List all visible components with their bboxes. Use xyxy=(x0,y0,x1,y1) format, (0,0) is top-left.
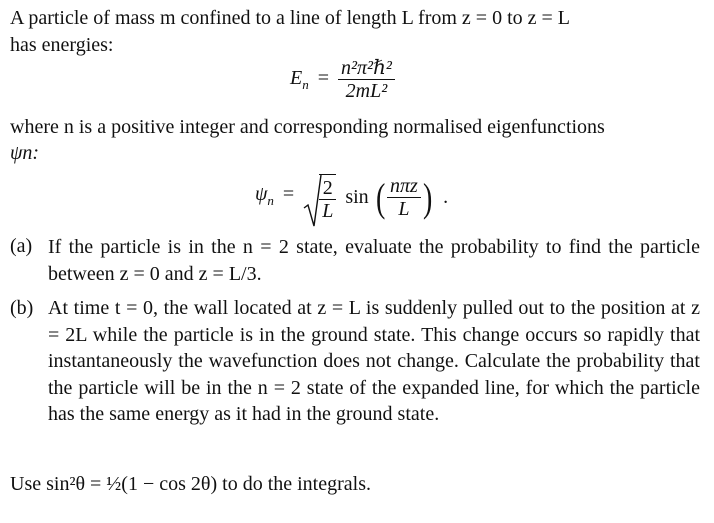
footer-hint: Use sin²θ = ½(1 − cos 2θ) to do the integrals. xyxy=(10,473,371,495)
sqrt-group xyxy=(303,174,336,222)
wave-period: . xyxy=(443,186,449,208)
middle-line-2: ψn: xyxy=(10,142,40,164)
sqrt-radical-icon xyxy=(303,174,323,228)
part-b-text: At time t = 0, the wall located at z = L is suddenly pulled out to the position at z = 2L while the particle is in the ground state. This change occurs so rapidly that instantaneously the wavefunction does not change. Calculate the probability that the particle will be in the n = 2 state of the expanded line, for which the particle has the same energy as it had in the ground state. xyxy=(48,297,700,425)
sqrt-denominator: L xyxy=(319,199,336,222)
sqrt-numerator: 2 xyxy=(322,176,333,199)
intro-line-2: has energies: xyxy=(10,34,114,56)
psi-symbol: ψ xyxy=(255,183,268,205)
sin-function: sin xyxy=(345,186,369,208)
energy-equals: = xyxy=(317,67,329,90)
energy-equation xyxy=(290,57,395,102)
energy-numerator: n²π²ℏ² xyxy=(341,57,392,79)
sin-arg-denominator: L xyxy=(387,197,421,220)
sin-arg-numerator: nπz xyxy=(390,175,418,197)
part-a-label: (a) xyxy=(10,235,33,257)
right-paren: ) xyxy=(422,174,433,220)
part-a xyxy=(10,233,700,289)
part-a-text: If the particle is in the n = 2 state, evaluate the probability to find the particle between z = 0 and z = L/3. xyxy=(48,236,700,285)
wave-equals: = xyxy=(282,183,295,205)
part-b-label: (b) xyxy=(10,297,34,319)
energy-symbol: E xyxy=(290,67,303,90)
middle-line-1: where n is a positive integer and corresponding normalised eigenfunctions xyxy=(10,116,605,138)
sin-argument-fraction xyxy=(387,175,421,220)
energy-denominator: 2mL² xyxy=(338,79,395,102)
wavefunction-equation xyxy=(255,166,448,226)
part-b xyxy=(10,295,700,460)
left-paren: ( xyxy=(375,174,386,220)
energy-subscript: n xyxy=(302,77,309,93)
energy-fraction xyxy=(338,57,395,102)
psi-subscript: n xyxy=(267,193,274,208)
intro-line-1: A particle of mass m confined to a line of length L from z = 0 to z = L xyxy=(10,7,570,29)
